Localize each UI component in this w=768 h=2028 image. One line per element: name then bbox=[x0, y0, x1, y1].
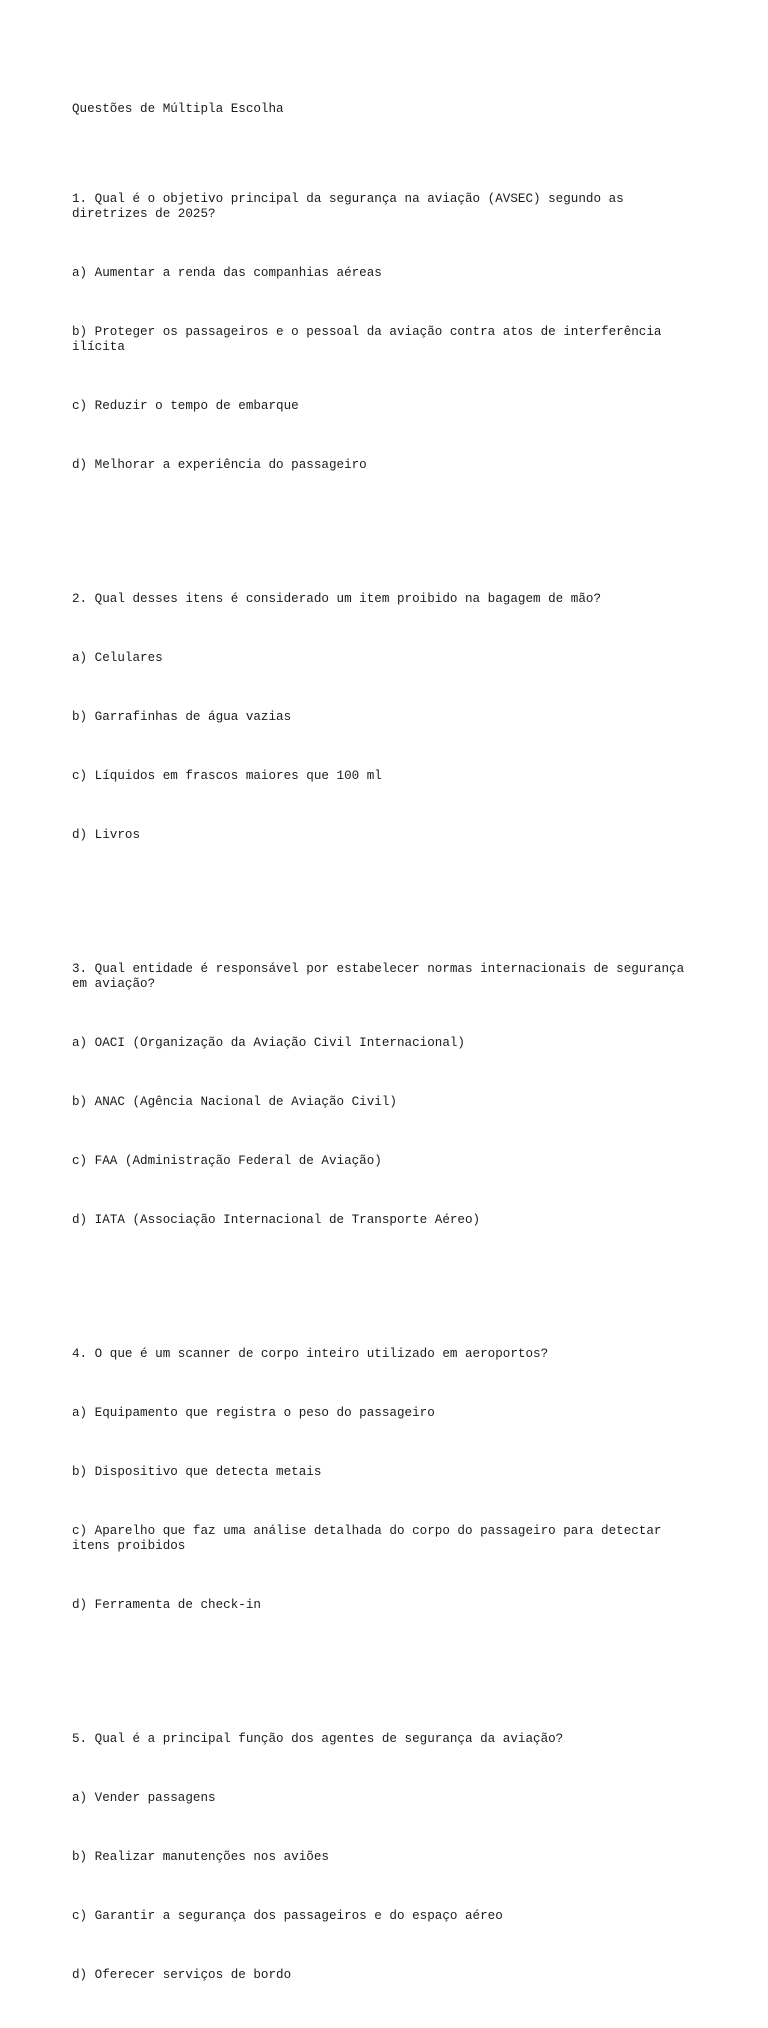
question-text: 5. Qual é a principal função dos agentes de segurança da aviação? bbox=[72, 1732, 564, 1746]
answer-option-c: c) Garantir a segurança dos passageiros e do espaço aéreo bbox=[72, 1909, 503, 1923]
answer-option-d: d) Melhorar a experiência do passageiro bbox=[72, 458, 367, 472]
answer-option-b: b) Realizar manutenções nos aviões bbox=[72, 1850, 329, 1864]
document-body bbox=[72, 72, 702, 2028]
answer-option-b: b) Proteger os passageiros e o pessoal da aviação contra atos de interferência ilícita bbox=[72, 325, 670, 354]
document-title: Questões de Múltipla Escolha bbox=[72, 102, 284, 116]
answer-option-c: c) FAA (Administração Federal de Aviação) bbox=[72, 1154, 382, 1168]
answer-option-b: b) Garrafinhas de água vazias bbox=[72, 710, 292, 724]
question-text: 1. Qual é o objetivo principal da segurança na aviação (AVSEC) segundo as diretrizes de 2025? bbox=[72, 192, 632, 221]
answer-option-d: d) Ferramenta de check-in bbox=[72, 1598, 261, 1612]
answer-option-a: a) Equipamento que registra o peso do passageiro bbox=[72, 1406, 435, 1420]
question-text: 3. Qual entidade é responsável por estabelecer normas internacionais de segurança em aviação? bbox=[72, 962, 692, 991]
answer-option-c: c) Líquidos em frascos maiores que 100 ml bbox=[72, 769, 382, 783]
question-text: 2. Qual desses itens é considerado um item proibido na bagagem de mão? bbox=[72, 592, 602, 606]
answer-option-b: b) Dispositivo que detecta metais bbox=[72, 1465, 322, 1479]
answer-option-b: b) ANAC (Agência Nacional de Aviação Civil) bbox=[72, 1095, 397, 1109]
answer-option-a: a) OACI (Organização da Aviação Civil Internacional) bbox=[72, 1036, 465, 1050]
question-5 bbox=[72, 1688, 702, 2013]
question-text: 4. O que é um scanner de corpo inteiro utilizado em aeroportos? bbox=[72, 1347, 549, 1361]
answer-option-a: a) Vender passagens bbox=[72, 1791, 216, 1805]
answer-option-a: a) Celulares bbox=[72, 651, 163, 665]
question-1 bbox=[72, 162, 702, 503]
answer-option-c: c) Reduzir o tempo de embarque bbox=[72, 399, 299, 413]
answer-option-c: c) Aparelho que faz uma análise detalhada do corpo do passageiro para detectar itens proibidos bbox=[72, 1524, 670, 1553]
question-4 bbox=[72, 1303, 702, 1643]
answer-option-d: d) Oferecer serviços de bordo bbox=[72, 1968, 292, 1982]
answer-option-a: a) Aumentar a renda das companhias aéreas bbox=[72, 266, 382, 280]
answer-option-d: d) IATA (Associação Internacional de Transporte Aéreo) bbox=[72, 1213, 481, 1227]
question-3 bbox=[72, 918, 702, 1258]
answer-option-d: d) Livros bbox=[72, 828, 141, 842]
question-2 bbox=[72, 548, 702, 873]
